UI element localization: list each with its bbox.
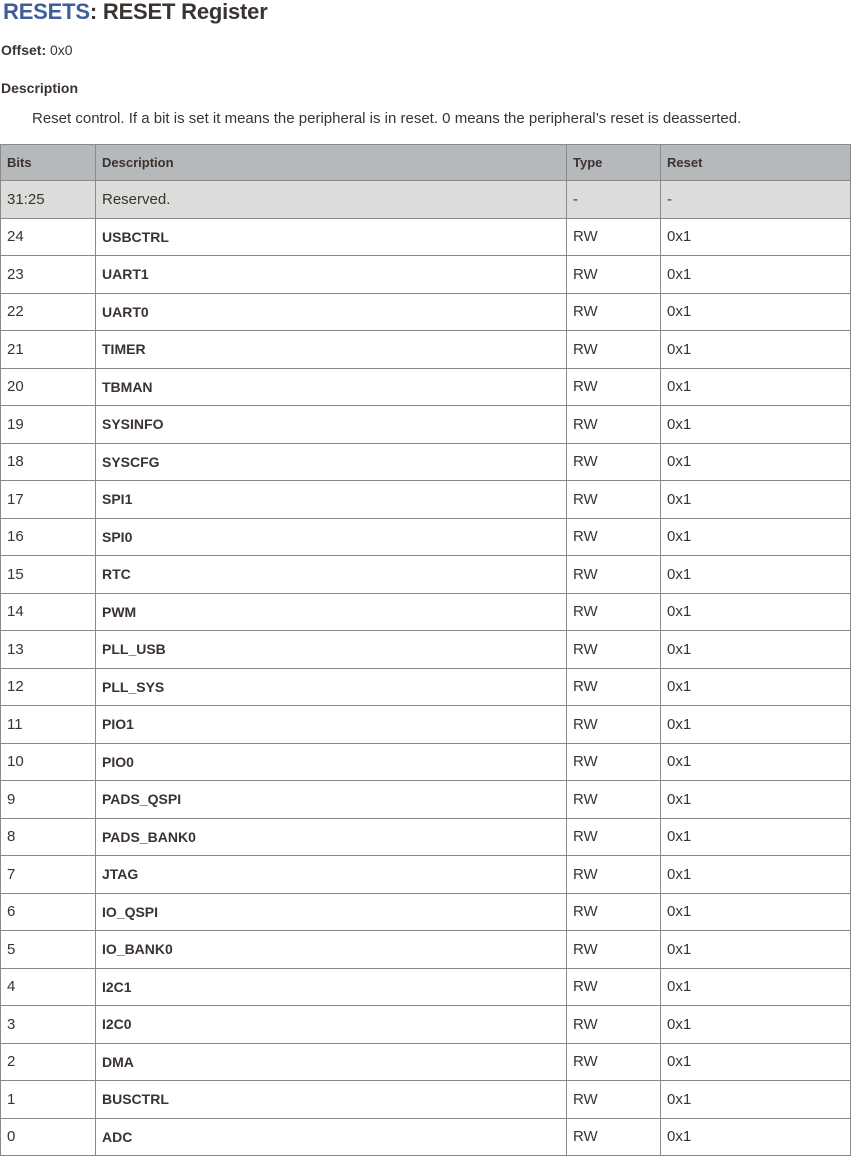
cell-reset: 0x1	[661, 856, 851, 894]
cell-bits: 14	[1, 593, 96, 631]
cell-bits: 1	[1, 1081, 96, 1119]
cell-reset: 0x1	[661, 743, 851, 781]
table-row	[1, 443, 851, 481]
cell-bits: 24	[1, 218, 96, 256]
cell-field-name: UART1	[96, 256, 567, 294]
table-row	[1, 781, 851, 819]
cell-reset: 0x1	[661, 631, 851, 669]
cell-field-name: PLL_SYS	[96, 668, 567, 706]
cell-type: RW	[567, 743, 661, 781]
cell-field-name: IO_BANK0	[96, 931, 567, 969]
cell-type: RW	[567, 518, 661, 556]
cell-field-name: SPI1	[96, 481, 567, 519]
cell-reset: 0x1	[661, 518, 851, 556]
cell-type: RW	[567, 1081, 661, 1119]
cell-bits: 17	[1, 481, 96, 519]
cell-field-name: SYSINFO	[96, 406, 567, 444]
cell-reset: 0x1	[661, 781, 851, 819]
cell-bits: 3	[1, 1006, 96, 1044]
cell-bits: 15	[1, 556, 96, 594]
cell-type: RW	[567, 1118, 661, 1156]
cell-type: RW	[567, 781, 661, 819]
cell-bits: 16	[1, 518, 96, 556]
cell-field-name: USBCTRL	[96, 218, 567, 256]
cell-bits: 12	[1, 668, 96, 706]
cell-field-name: DMA	[96, 1043, 567, 1081]
cell-field-name: JTAG	[96, 856, 567, 894]
cell-field-name: PADS_QSPI	[96, 781, 567, 819]
page-title	[3, 0, 268, 26]
table-row	[1, 293, 851, 331]
description-heading: Description	[1, 80, 79, 96]
header-bits: Bits	[1, 145, 96, 181]
table-row	[1, 706, 851, 744]
table-row	[1, 481, 851, 519]
cell-type: RW	[567, 1006, 661, 1044]
cell-bits: 5	[1, 931, 96, 969]
cell-reset: 0x1	[661, 668, 851, 706]
cell-field-name: IO_QSPI	[96, 893, 567, 931]
cell-type: RW	[567, 856, 661, 894]
offset-label: Offset	[1, 42, 42, 58]
cell-bits: 0	[1, 1118, 96, 1156]
cell-reset: 0x1	[661, 593, 851, 631]
cell-reset: 0x1	[661, 331, 851, 369]
table-row	[1, 631, 851, 669]
block-name: RESETS	[3, 0, 90, 24]
cell-type: RW	[567, 256, 661, 294]
cell-field-name: SYSCFG	[96, 443, 567, 481]
cell-reset: 0x1	[661, 1118, 851, 1156]
cell-type: RW	[567, 631, 661, 669]
cell-reset: 0x1	[661, 406, 851, 444]
cell-field-name: PIO1	[96, 706, 567, 744]
cell-reset: 0x1	[661, 481, 851, 519]
cell-bits: 22	[1, 293, 96, 331]
cell-bits: 2	[1, 1043, 96, 1081]
cell-type: -	[567, 181, 661, 219]
table-row	[1, 593, 851, 631]
cell-reset: 0x1	[661, 556, 851, 594]
table-row	[1, 668, 851, 706]
header-reset: Reset	[661, 145, 851, 181]
table-row	[1, 931, 851, 969]
cell-bits: 18	[1, 443, 96, 481]
register-name: RESET Register	[102, 0, 268, 24]
cell-bits: 11	[1, 706, 96, 744]
cell-reset: 0x1	[661, 893, 851, 931]
table-row	[1, 893, 851, 931]
cell-reset: 0x1	[661, 368, 851, 406]
table-row	[1, 218, 851, 256]
description-text: Reset control. If a bit is set it means the peripheral is in reset. 0 means the peripheral’s reset is deasserted.	[32, 110, 742, 127]
cell-type: RW	[567, 556, 661, 594]
cell-reset: 0x1	[661, 931, 851, 969]
cell-field-name: RTC	[96, 556, 567, 594]
cell-type: RW	[567, 331, 661, 369]
table-row	[1, 1043, 851, 1081]
table-row	[1, 256, 851, 294]
cell-bits: 20	[1, 368, 96, 406]
cell-type: RW	[567, 368, 661, 406]
cell-field-name: TIMER	[96, 331, 567, 369]
cell-type: RW	[567, 481, 661, 519]
header-description: Description	[96, 145, 567, 181]
table-row	[1, 818, 851, 856]
cell-type: RW	[567, 893, 661, 931]
cell-type: RW	[567, 293, 661, 331]
cell-bits: 4	[1, 968, 96, 1006]
offset-line: Offset: 0x0	[1, 42, 73, 58]
table-row	[1, 856, 851, 894]
cell-bits: 10	[1, 743, 96, 781]
cell-field-name: UART0	[96, 293, 567, 331]
cell-field-name: I2C1	[96, 968, 567, 1006]
table-row	[1, 406, 851, 444]
cell-type: RW	[567, 218, 661, 256]
cell-reset: 0x1	[661, 1006, 851, 1044]
table-row	[1, 1006, 851, 1044]
cell-type: RW	[567, 706, 661, 744]
cell-type: RW	[567, 1043, 661, 1081]
cell-field-name: PWM	[96, 593, 567, 631]
table-row	[1, 743, 851, 781]
cell-field-name: BUSCTRL	[96, 1081, 567, 1119]
cell-reset: 0x1	[661, 706, 851, 744]
title-separator: :	[89, 0, 103, 24]
table-row	[1, 368, 851, 406]
cell-type: RW	[567, 931, 661, 969]
cell-bits: 6	[1, 893, 96, 931]
cell-bits: 21	[1, 331, 96, 369]
cell-reset: 0x1	[661, 818, 851, 856]
header-type: Type	[567, 145, 661, 181]
table-row	[1, 556, 851, 594]
table-row	[1, 1118, 851, 1156]
table-row-reserved	[1, 181, 851, 219]
cell-reset: -	[661, 181, 851, 219]
cell-field-name: PIO0	[96, 743, 567, 781]
table-row	[1, 331, 851, 369]
cell-field-name: SPI0	[96, 518, 567, 556]
cell-reset: 0x1	[661, 443, 851, 481]
cell-reset: 0x1	[661, 293, 851, 331]
cell-field-name: PADS_BANK0	[96, 818, 567, 856]
cell-reset: 0x1	[661, 218, 851, 256]
table-header	[1, 145, 851, 181]
cell-type: RW	[567, 443, 661, 481]
cell-type: RW	[567, 968, 661, 1006]
cell-field-name: TBMAN	[96, 368, 567, 406]
cell-bits: 7	[1, 856, 96, 894]
cell-bits: 8	[1, 818, 96, 856]
table-row	[1, 518, 851, 556]
cell-reset: 0x1	[661, 256, 851, 294]
cell-bits: 23	[1, 256, 96, 294]
cell-field-name: I2C0	[96, 1006, 567, 1044]
cell-bits: 31:25	[1, 181, 96, 219]
cell-field-name: ADC	[96, 1118, 567, 1156]
table-row	[1, 1081, 851, 1119]
cell-bits: 19	[1, 406, 96, 444]
cell-bits: 9	[1, 781, 96, 819]
offset-value: 0x0	[50, 42, 73, 58]
cell-type: RW	[567, 668, 661, 706]
cell-type: RW	[567, 818, 661, 856]
table-row	[1, 968, 851, 1006]
cell-type: RW	[567, 593, 661, 631]
cell-reset: 0x1	[661, 1043, 851, 1081]
cell-description: Reserved.	[96, 181, 567, 219]
cell-reset: 0x1	[661, 1081, 851, 1119]
cell-bits: 13	[1, 631, 96, 669]
cell-reset: 0x1	[661, 968, 851, 1006]
cell-type: RW	[567, 406, 661, 444]
register-table	[0, 144, 851, 1156]
cell-field-name: PLL_USB	[96, 631, 567, 669]
